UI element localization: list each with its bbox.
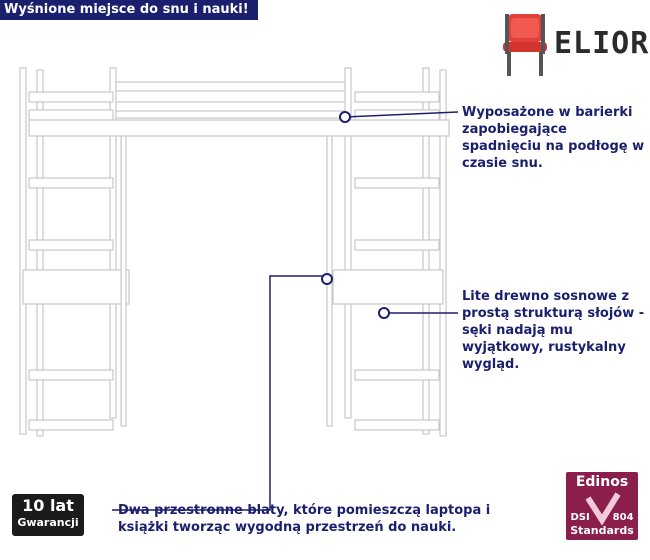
callout-desks: Dwa przestronne blaty, które pomieszczą laptopa i książki tworząc wygodną przestrzeń do nauki. xyxy=(118,503,491,535)
callout-barriers: Wyposażone w barierki zapobiegające spadnięciu na podłogę w czasie snu. xyxy=(462,105,645,171)
edinos-standards: Standards xyxy=(570,524,634,537)
edinos-code xyxy=(566,512,638,523)
chair-icon xyxy=(495,10,555,78)
header-title: Wyśnione miejsce do snu i nauki! xyxy=(4,2,249,17)
header-banner xyxy=(0,0,258,20)
edinos-name: Edinos xyxy=(575,474,629,490)
warranty-years: 10 lat xyxy=(22,496,74,515)
loft-bed-illustration xyxy=(15,60,455,460)
warranty-label: Gwarancji xyxy=(17,516,79,529)
brand-name: ELIOR xyxy=(554,26,650,61)
edinos-code-right: 804 xyxy=(612,512,634,523)
edinos-code-left: DSI xyxy=(570,512,590,523)
edinos-badge xyxy=(566,472,638,540)
callout-wood: Lite drewno sosnowe z prostą strukturą słojów - sęki nadają mu wyjątkowy, rustykalny wygląd. xyxy=(462,289,645,372)
warranty-badge xyxy=(12,494,84,536)
